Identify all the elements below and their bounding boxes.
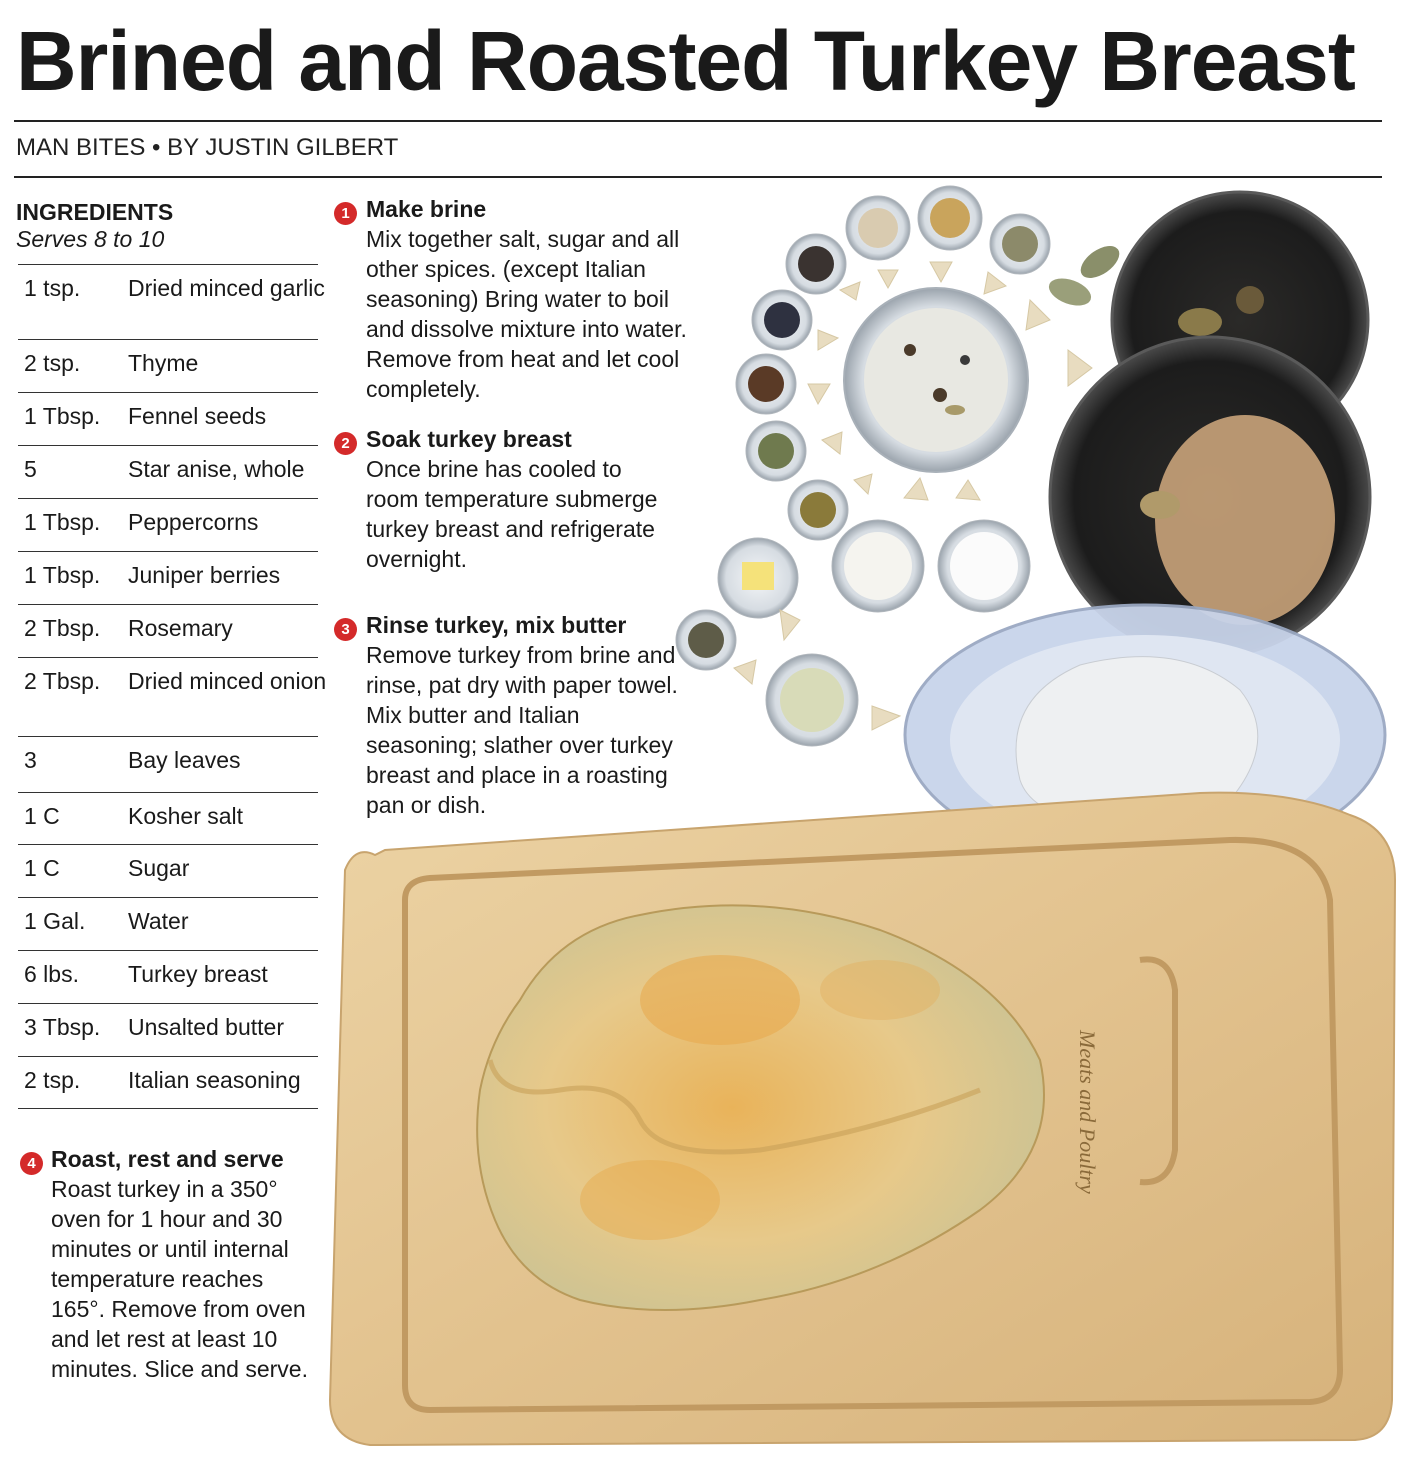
ingredient-name: Dried minced garlic bbox=[128, 275, 325, 301]
ingredient-name: Dried minced onion bbox=[128, 668, 327, 694]
ingredient-qty: 1 Gal. bbox=[24, 908, 86, 934]
step-3-badge: 3 bbox=[334, 618, 357, 641]
step-2 bbox=[366, 424, 661, 574]
ingredient-row bbox=[18, 736, 318, 792]
ingredient-row bbox=[18, 264, 325, 339]
ingredient-qty: 2 Tbsp. bbox=[24, 668, 101, 694]
board-engraving: Meats and Poultry bbox=[1075, 1030, 1100, 1194]
ingredient-row bbox=[18, 844, 318, 897]
step-4 bbox=[51, 1144, 321, 1384]
ingredient-row bbox=[18, 792, 318, 844]
ingredient-row bbox=[18, 392, 318, 445]
step-1-badge: 1 bbox=[334, 202, 357, 225]
ingredient-qty: 2 tsp. bbox=[24, 1067, 81, 1093]
step-2-title: Soak turkey breast bbox=[366, 426, 572, 452]
ingredient-row bbox=[18, 1056, 318, 1109]
ingredient-qty: 1 C bbox=[24, 855, 60, 881]
ingredient-name: Italian seasoning bbox=[128, 1067, 301, 1093]
ingredient-name: Bay leaves bbox=[128, 747, 241, 773]
ingredient-name: Juniper berries bbox=[128, 562, 281, 588]
ingredient-name: Fennel seeds bbox=[128, 403, 267, 429]
page-title: Brined and Roasted Turkey Breast bbox=[16, 14, 1355, 108]
ingredient-name: Thyme bbox=[128, 350, 199, 376]
ingredient-qty: 2 Tbsp. bbox=[24, 615, 101, 641]
step-4-title: Roast, rest and serve bbox=[51, 1146, 284, 1172]
ingredient-qty: 3 Tbsp. bbox=[24, 1014, 101, 1040]
ingredient-qty: 1 C bbox=[24, 803, 60, 829]
ingredient-name: Star anise, whole bbox=[128, 456, 305, 482]
ingredient-name: Peppercorns bbox=[128, 509, 259, 535]
ingredient-row bbox=[18, 950, 318, 1003]
ingredients-heading: INGREDIENTS bbox=[16, 199, 174, 225]
ingredient-row bbox=[18, 604, 318, 657]
ingredients-table bbox=[18, 264, 327, 1109]
step-3-title: Rinse turkey, mix butter bbox=[366, 612, 627, 638]
ingredient-name: Rosemary bbox=[128, 615, 233, 641]
ingredient-row bbox=[18, 551, 318, 604]
ingredient-name: Water bbox=[128, 908, 189, 934]
ingredient-row bbox=[18, 339, 318, 392]
ingredient-name: Sugar bbox=[128, 855, 190, 881]
ingredient-name: Unsalted butter bbox=[128, 1014, 284, 1040]
ingredient-row bbox=[18, 657, 327, 736]
ingredient-qty: 2 tsp. bbox=[24, 350, 81, 376]
ingredient-qty: 6 lbs. bbox=[24, 961, 79, 987]
ingredient-qty: 1 Tbsp. bbox=[24, 403, 101, 429]
step-2-badge: 2 bbox=[334, 432, 357, 455]
byline: MAN BITES • BY JUSTIN GILBERT bbox=[16, 134, 399, 161]
ingredient-name: Kosher salt bbox=[128, 803, 244, 829]
servings-note: Serves 8 to 10 bbox=[16, 226, 165, 252]
ingredient-row bbox=[18, 445, 318, 498]
ingredient-row bbox=[18, 1003, 318, 1056]
ingredient-row bbox=[18, 498, 318, 551]
ingredient-qty: 1 tsp. bbox=[24, 275, 81, 301]
step-1 bbox=[366, 194, 711, 404]
ingredient-qty: 5 bbox=[24, 456, 37, 482]
step-3 bbox=[366, 610, 691, 820]
step-1-title: Make brine bbox=[366, 196, 487, 222]
ingredient-qty: 1 Tbsp. bbox=[24, 509, 101, 535]
step-4-body: Roast turkey in a 350° oven for 1 hour and 30 minutes or until internal temperature reaches 165°. Remove from oven and let rest at least 10 minutes. Slice and serve. bbox=[51, 1176, 308, 1382]
step-1-body: Mix together salt, sugar and all other spices. (except Italian seasoning) Bring water to boil and dissolve mixture into water. Remove from heat and let cool completely. bbox=[366, 226, 687, 402]
ingredient-row bbox=[18, 897, 318, 950]
step-2-body: Once brine has cooled to room temperature submerge turkey breast and refrigerate overnight. bbox=[366, 456, 658, 572]
ingredient-qty: 3 bbox=[24, 747, 37, 773]
step-3-body: Remove turkey from brine and rinse, pat dry with paper towel. Mix butter and Italian seasoning; slather over turkey breast and place in a roasting pan or dish. bbox=[366, 642, 678, 818]
step-4-badge: 4 bbox=[20, 1152, 43, 1175]
ingredient-name: Turkey breast bbox=[128, 961, 268, 987]
ingredient-qty: 1 Tbsp. bbox=[24, 562, 101, 588]
